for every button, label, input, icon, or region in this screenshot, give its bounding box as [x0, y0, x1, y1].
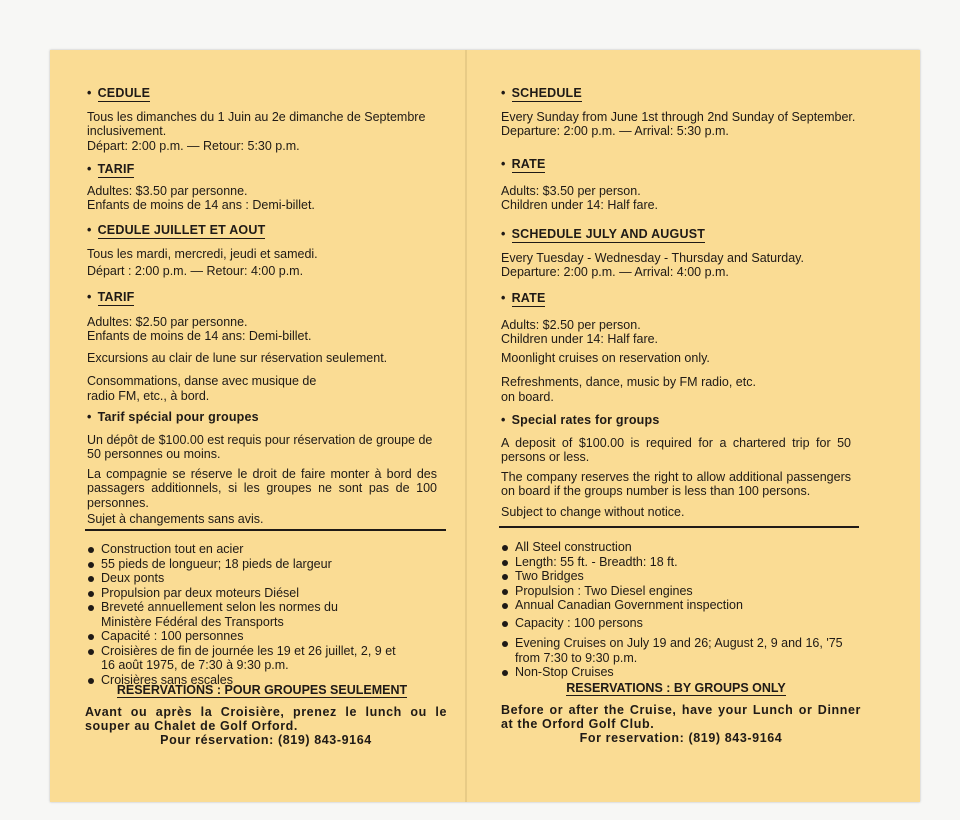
feature-item: Capacity : 100 persons [501, 616, 851, 631]
feature-item: Length: 55 ft. - Breadth: 18 ft. [501, 555, 851, 570]
feature-item: Croisières de fin de journée les 19 et 26 juillet, 2, 9 et 16 août 1975, de 7:30 à 9:30 p.m. [87, 644, 437, 673]
tarif2-adultes: Adultes: $2.50 par personne. [87, 314, 248, 329]
cedule-juillet-heures: Départ : 2:00 p.m. — Retour: 4:00 p.m. [87, 264, 304, 278]
groups-section [501, 413, 851, 519]
bullet-icon: • [87, 162, 92, 176]
consommations-text: Consommations, danse avec musique de radio FM, etc., à bord. [87, 374, 317, 403]
rate2-section [501, 291, 851, 347]
feature-item: Annual Canadian Government inspection [501, 598, 851, 613]
feature-item: Propulsion par deux moteurs Diésel [87, 586, 437, 601]
french-divider [85, 529, 446, 531]
schedule-times: Departure: 2:00 p.m. — Arrival: 5:30 p.m. [501, 124, 729, 138]
tarif2-heading: • TARIF [87, 290, 135, 304]
english-features-list [501, 540, 851, 680]
feature-item: All Steel construction [501, 540, 851, 555]
feature-item: Two Bridges [501, 569, 851, 584]
cedule-heading: • CEDULE [87, 86, 151, 100]
tarif-adultes: Adultes: $3.50 par personne. [87, 183, 248, 198]
cedule-juillet-heading: • CEDULE JUILLET ET AOUT [87, 223, 266, 237]
schedule-july-heading: • SCHEDULE JULY AND AUGUST [501, 227, 706, 241]
feature-item: Non-Stop Cruises [501, 665, 851, 680]
tarif-heading: • TARIF [87, 162, 135, 176]
rate2-children: Children under 14: Half fare. [501, 332, 659, 346]
cedule-times: Départ: 2:00 p.m. — Retour: 5:30 p.m. [87, 138, 300, 153]
cedule-section [87, 86, 437, 153]
refreshments-text: Refreshments, dance, music by FM radio, etc. on board. [501, 375, 756, 404]
english-divider [499, 526, 859, 528]
feature-item: Propulsion : Two Diesel engines [501, 584, 851, 599]
schedule-section [501, 86, 856, 139]
bullet-icon: • [501, 413, 506, 427]
groups-deposit: A deposit of $100.00 is required for a chartered trip for 50 persons or less. [501, 435, 851, 464]
tarif-enfants: Enfants de moins de 14 ans : Demi-billet. [87, 198, 315, 212]
french-features-list [87, 542, 437, 687]
groupes-compagnie: La compagnie se réserve le droit de faire monter à bord des passagers additionnels, si les groupes ne sont pas de 100 personnes. [87, 466, 437, 510]
bullet-icon: • [87, 223, 92, 237]
bullet-icon: • [501, 291, 506, 305]
rate-children: Children under 14: Half fare. [501, 198, 659, 212]
groupes-sujet: Sujet à changements sans avis. [87, 512, 264, 526]
feature-item: 55 pieds de longueur; 18 pieds de largeur [87, 557, 437, 572]
bullet-icon: • [87, 86, 92, 100]
bullet-icon: • [501, 227, 506, 241]
bullet-icon: • [87, 410, 92, 424]
feature-item: Deux ponts [87, 571, 437, 586]
french-reservations: RESERVATIONS : POUR GROUPES SEULEMENT [116, 683, 408, 697]
rate-section [501, 157, 851, 213]
rate-adults: Adults: $3.50 per person. [501, 183, 641, 198]
schedule-july-times: Departure: 2:00 p.m. — Arrival: 4:00 p.m. [501, 265, 729, 279]
tarif2-enfants: Enfants de moins de 14 ans: Demi-billet. [87, 329, 312, 343]
feature-item: Croisières sans escales [87, 673, 437, 688]
groups-company: The company reserves the right to allow additional passengers on board if the groups number is less than 100 persons. [501, 469, 851, 498]
groupes-section [87, 410, 437, 527]
tarif2-section [87, 290, 437, 344]
french-phone: Pour réservation: (819) 843-9164 [160, 733, 372, 747]
rate-heading: • RATE [501, 157, 546, 171]
cedule-dates: Tous les dimanches du 1 Juin au 2e dimanche de Septembre inclusivement. [87, 109, 426, 138]
tarif-section [87, 162, 437, 213]
schedule-july-days: Every Tuesday - Wednesday - Thursday and Saturday. [501, 250, 804, 265]
english-reservations: RESERVATIONS : BY GROUPS ONLY [566, 681, 786, 695]
schedule-dates: Every Sunday from June 1st through 2nd Sunday of September. [501, 109, 856, 124]
moonlight-text: Moonlight cruises on reservation only. [501, 351, 710, 365]
rate2-adults: Adults: $2.50 per person. [501, 317, 641, 332]
groups-heading: • Special rates for groups [501, 413, 660, 427]
bullet-icon: • [501, 157, 506, 171]
bullet-icon: • [501, 86, 506, 100]
english-lunch: Before or after the Cruise, have your Lunch or Dinner at the Orford Golf Club. For reservation: (819) 843-9164 [501, 703, 861, 745]
groupes-depot: Un dépôt de $100.00 est requis pour réservation de groupe de 50 personnes ou moins. [87, 432, 433, 461]
cedule-juillet-jours: Tous les mardi, mercredi, jeudi et samedi. [87, 246, 318, 261]
feature-item: Breveté annuellement selon les normes du Ministère Fédéral des Transports [87, 600, 437, 629]
bullet-icon: • [87, 290, 92, 304]
feature-item: Evening Cruises on July 19 and 26; August 2, 9 and 16, '75 from 7:30 to 9:30 p.m. [501, 636, 851, 665]
schedule-heading: • SCHEDULE [501, 86, 582, 100]
schedule-july-section [501, 227, 851, 280]
excursions-text: Excursions au clair de lune sur réservation seulement. [87, 351, 388, 365]
rate2-heading: • RATE [501, 291, 546, 305]
groups-subject: Subject to change without notice. [501, 504, 685, 519]
groupes-heading: • Tarif spécial pour groupes [87, 410, 259, 424]
feature-item: Construction tout en acier [87, 542, 437, 557]
fold-line [465, 50, 467, 802]
english-phone: For reservation: (819) 843-9164 [579, 731, 783, 745]
cedule-juillet-section [87, 223, 437, 279]
french-lunch: Avant ou après la Croisière, prenez le lunch ou le souper au Chalet de Golf Orford. Pour réservation: (819) 843-9164 [85, 705, 447, 747]
feature-item: Capacité : 100 personnes [87, 629, 437, 644]
